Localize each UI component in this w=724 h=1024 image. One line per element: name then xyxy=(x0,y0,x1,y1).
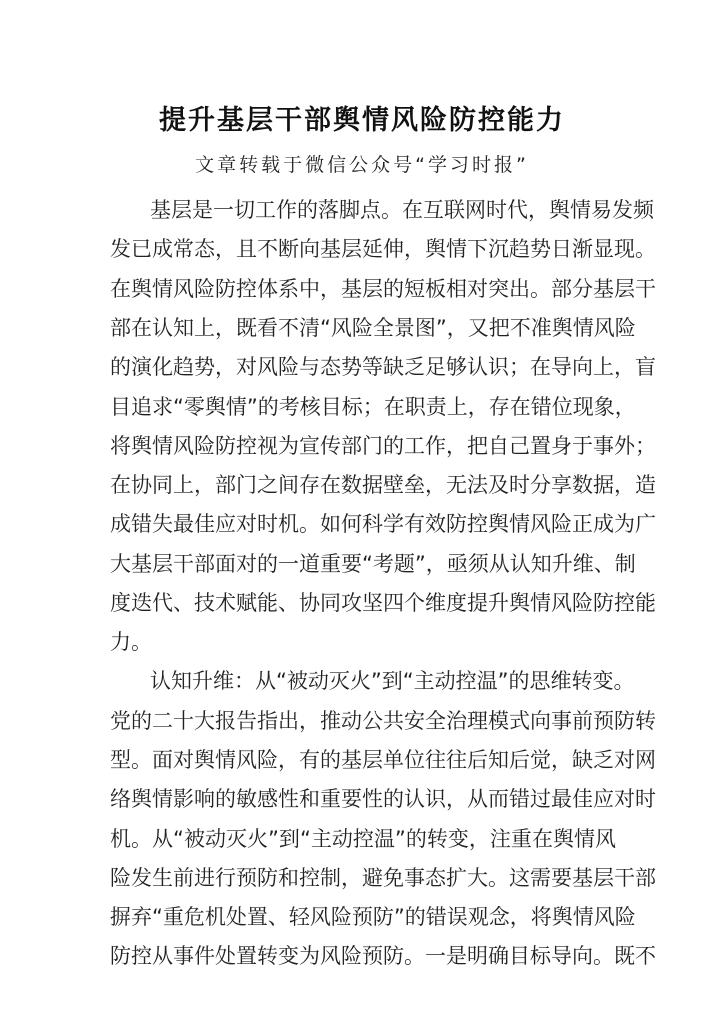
paragraph-line: 部在认知上，既看不清“风险全景图”，又把不准舆情风险 xyxy=(110,316,636,340)
paragraph-line: 络舆情影响的敏感性和重要性的认识，从而错过最佳应对时 xyxy=(110,787,656,811)
paragraph-line: 力。 xyxy=(110,630,152,654)
paragraph-line: 摒弃“重危机处置、轻风险预防”的错误观念，将舆情风险 xyxy=(110,905,636,929)
paragraph-line: 目追求“零舆情”的考核目标；在职责上，存在错位现象， xyxy=(110,395,636,419)
paragraph-line: 成错失最佳应对时机。如何科学有效防控舆情风险正成为广 xyxy=(110,512,656,536)
paragraph-line: 型。面对舆情风险，有的基层单位往往后知后觉，缺乏对网 xyxy=(110,748,656,772)
paragraph-line: 的演化趋势，对风险与态势等缺乏足够认识；在导向上，盲 xyxy=(110,355,656,379)
paragraph-line: 将舆情风险防控视为宣传部门的工作，把自己置身于事外； xyxy=(110,434,656,458)
document-subtitle: 文章转载于微信公众号“学习时报” xyxy=(195,154,529,176)
paragraph-line: 在舆情风险防控体系中，基层的短板相对突出。部分基层干 xyxy=(110,277,656,301)
paragraph-line: 机。从“被动灭火”到“主动控温”的转变，注重在舆情风 xyxy=(110,827,616,851)
document-title: 提升基层干部舆情风险防控能力 xyxy=(159,105,565,136)
paragraph-line: 基层是一切工作的落脚点。在互联网时代，舆情易发频 xyxy=(150,198,654,222)
paragraph-line: 度迭代、技术赋能、协同攻坚四个维度提升舆情风险防控能 xyxy=(110,591,656,615)
paragraph-line: 防控从事件处置转变为风险预防。一是明确目标导向。既不 xyxy=(110,944,656,968)
paragraph-line: 险发生前进行预防和控制，避免事态扩大。这需要基层干部 xyxy=(110,866,656,890)
paragraph-line: 大基层干部面对的一道重要“考题”，亟须从认知升维、制 xyxy=(110,552,636,576)
paragraph-line: 在协同上，部门之间存在数据壁垒，无法及时分享数据，造 xyxy=(110,473,656,497)
paragraph-line: 党的二十大报告指出，推动公共安全治理模式向事前预防转 xyxy=(110,709,656,733)
paragraph-line: 发已成常态，且不断向基层延伸，舆情下沉趋势日渐显现。 xyxy=(110,237,656,261)
paragraph-line: 认知升维：从“被动灭火”到“主动控温”的思维转变。 xyxy=(150,669,635,693)
